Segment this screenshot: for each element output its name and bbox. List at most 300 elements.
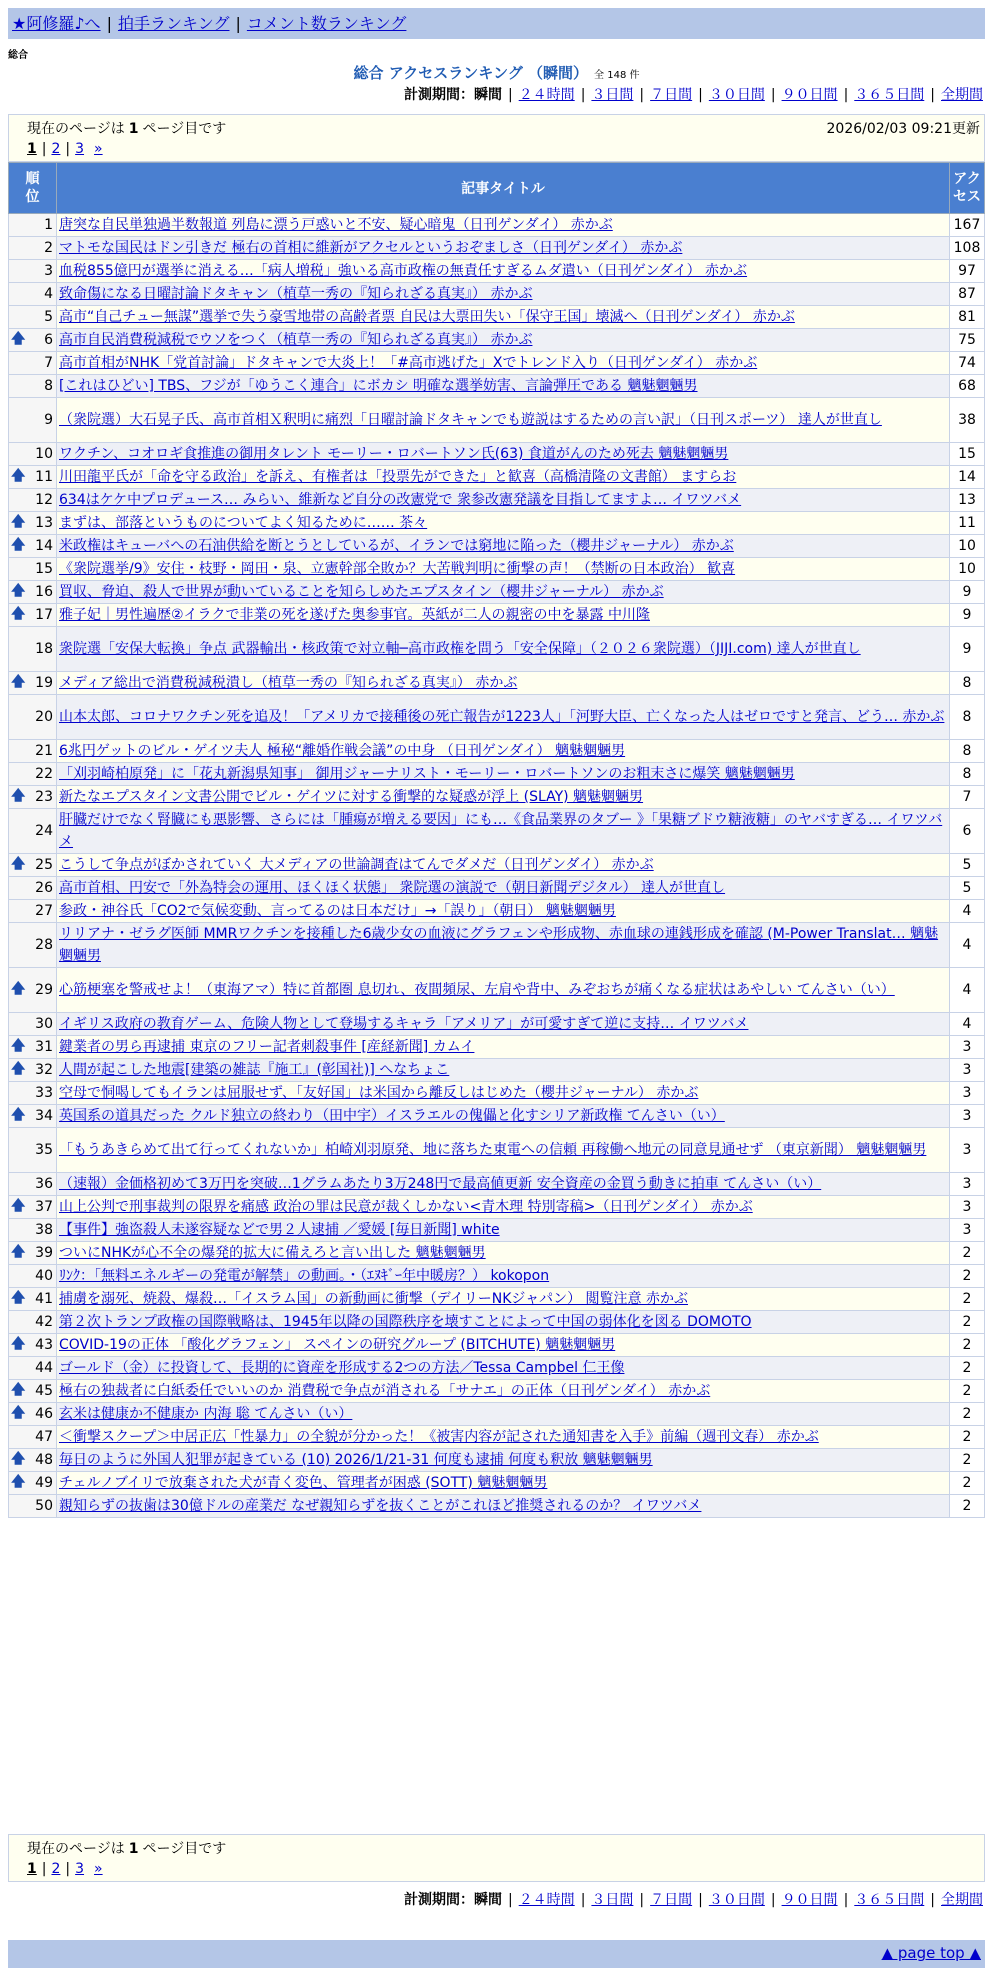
pager-current-page[interactable]: 1 bbox=[27, 1861, 37, 1877]
table-row bbox=[9, 1265, 985, 1288]
page-title bbox=[0, 62, 993, 83]
rank-cell bbox=[9, 1380, 57, 1403]
period-option-link[interactable]: ９０日間 bbox=[781, 87, 838, 103]
table-row bbox=[9, 260, 985, 283]
article-title-link[interactable]: 玄米は健康か不健康か 内海 聡 てんさい（い） bbox=[59, 1406, 353, 1422]
table-row bbox=[9, 877, 985, 900]
title-cell bbox=[57, 1036, 950, 1059]
title-cell bbox=[57, 1196, 950, 1219]
title-cell bbox=[57, 1128, 950, 1173]
period-separator: | bbox=[507, 1892, 513, 1908]
rank-number: 45 bbox=[35, 1383, 53, 1399]
rank-cell bbox=[9, 1242, 57, 1265]
period-option-link[interactable]: ３６５日間 bbox=[854, 1892, 925, 1908]
article-title-link[interactable]: 高市自民消費税減税でウソをつく（植草一秀の『知られざる真実』） 赤かぶ bbox=[59, 332, 533, 348]
page-info-box bbox=[8, 114, 985, 162]
nav-separator: | bbox=[106, 14, 112, 33]
breadcrumb: 総合 bbox=[8, 50, 28, 61]
rank-up-arrow-icon: 🡅 bbox=[11, 1244, 26, 1260]
access-count: 14 bbox=[950, 466, 985, 489]
article-title-link[interactable]: 鍵業者の男ら再逮捕 東京のフリー記者刺殺事件 [産経新聞] カムイ bbox=[59, 1039, 475, 1055]
article-title-link[interactable]: マトモな国民はドン引きだ 極右の首相に維新がアクセルというおぞましさ（日刊ゲンダイ） 赤かぶ bbox=[59, 240, 683, 256]
table-row bbox=[9, 214, 985, 237]
period-label: 計測期間： bbox=[403, 1892, 474, 1908]
period-separator: | bbox=[698, 87, 703, 103]
current-page-text bbox=[27, 1838, 226, 1858]
rank-up-arrow-icon: 🡅 bbox=[11, 1061, 26, 1077]
pager bbox=[27, 1861, 103, 1877]
rank-cell bbox=[9, 581, 57, 604]
period-separator: | bbox=[507, 87, 513, 103]
rank-cell bbox=[9, 763, 57, 786]
rank-cell bbox=[9, 283, 57, 306]
access-count: 81 bbox=[950, 306, 985, 329]
period-separator: | bbox=[698, 1892, 703, 1908]
table-row bbox=[9, 923, 985, 968]
rank-up-arrow-icon: 🡅 bbox=[11, 1107, 26, 1123]
period-separator: | bbox=[843, 87, 849, 103]
access-count: 108 bbox=[950, 237, 985, 260]
access-count: 4 bbox=[950, 968, 985, 1013]
pager-current-page[interactable]: 1 bbox=[27, 141, 37, 157]
article-title-link[interactable]: 634はケケ中プロデュース… みらい、維新など自分の改憲党で 衆参改憲発議を目指してますよ… イワツバメ bbox=[59, 492, 742, 508]
rank-number: 26 bbox=[35, 880, 53, 896]
period-separator: | bbox=[580, 1892, 586, 1908]
article-title-link[interactable]: 【事件】強盗殺人未遂容疑などで男２人逮捕 ／愛媛 [毎日新聞] white bbox=[59, 1222, 500, 1238]
access-count: 11 bbox=[950, 512, 985, 535]
title-cell bbox=[57, 398, 950, 443]
bottom-bar bbox=[8, 1940, 985, 1968]
article-title-link[interactable]: ワクチン、コオロギ食推進の御用タレント モーリー・ロバートソン氏(63) 食道がんのため死去 魑魅魍魎男 bbox=[59, 446, 729, 462]
access-count: 8 bbox=[950, 672, 985, 695]
table-row bbox=[9, 1059, 985, 1082]
rank-number: 46 bbox=[35, 1406, 53, 1422]
rank-number: 25 bbox=[35, 857, 53, 873]
article-title-link[interactable]: 心筋梗塞を警戒せよ！（東海アマ）特に首都圏 息切れ、夜間頻尿、左肩や背中、みぞおちが痛くなる症状はあやしい てんさい（い） bbox=[59, 982, 895, 998]
rank-number: 13 bbox=[35, 515, 53, 531]
article-title-link[interactable]: ＜衝撃スクープ＞中居正広「性暴力」の全貌が分かった！《被害内容が記された通知書を入手》前編（週刊文春） 赤かぶ bbox=[59, 1429, 819, 1445]
article-title-link[interactable]: 山上公判で刑事裁判の限界を痛感 政治の罪は民意が裁くしかない<青木理 特別寄稿>（日刊ゲンダイ） 赤かぶ bbox=[59, 1199, 753, 1215]
access-count: 2 bbox=[950, 1288, 985, 1311]
rank-cell bbox=[9, 604, 57, 627]
table-row bbox=[9, 786, 985, 809]
rank-number: 1 bbox=[44, 217, 53, 233]
rank-number: 9 bbox=[44, 412, 53, 428]
period-option-link[interactable]: ３日間 bbox=[591, 1892, 634, 1908]
article-title-link[interactable]: 英国系の道具だった クルド独立の終わり（田中宇）イスラエルの傀儡と化すシリア新政権 てんさい（い） bbox=[59, 1108, 725, 1124]
article-title-link[interactable]: 肝臓だけでなく腎臓にも悪影響、さらには「腫瘍が増える要因」にも…《食品業界のタブー 》「果糖ブドウ糖液糖」のヤバすぎる… イワツバメ bbox=[59, 812, 943, 850]
article-title-link[interactable]: 高市首相、円安で「外為特会の運用、ほくほく状態」 衆院選の演説で（朝日新聞デジタル） 達人が世直し bbox=[59, 880, 726, 896]
table-row bbox=[9, 306, 985, 329]
period-option-link[interactable]: ３０日間 bbox=[708, 1892, 765, 1908]
rank-number: 38 bbox=[35, 1222, 53, 1238]
period-separator: | bbox=[770, 87, 776, 103]
access-count: 87 bbox=[950, 283, 985, 306]
period-current: 瞬間 bbox=[473, 1892, 502, 1908]
article-title-link[interactable]: 人間が起こした地震[建築の雑誌『施工』(彰国社)] へなちょこ bbox=[59, 1062, 450, 1078]
article-title-link[interactable]: 唐突な自民単独過半数報道 列島に漂う戸惑いと不安、疑心暗鬼（日刊ゲンダイ） 赤かぶ bbox=[59, 217, 613, 233]
rank-cell bbox=[9, 489, 57, 512]
rank-up-arrow-icon: 🡅 bbox=[11, 674, 26, 690]
table-row bbox=[9, 968, 985, 1013]
title-cell bbox=[57, 581, 950, 604]
access-count: 3 bbox=[950, 1128, 985, 1173]
period-separator: | bbox=[843, 1892, 849, 1908]
access-count: 2 bbox=[950, 1380, 985, 1403]
pager-separator: | bbox=[65, 1861, 71, 1877]
pager-next-link[interactable]: » bbox=[94, 1861, 103, 1877]
access-count: 38 bbox=[950, 398, 985, 443]
top-nav-bar bbox=[8, 8, 985, 39]
title-cell bbox=[57, 1472, 950, 1495]
pager-page-link[interactable]: 3 bbox=[75, 141, 85, 157]
article-title-link[interactable]: 捕虜を溺死、焼殺、爆殺…「イスラム国」の新動画に衝撃（デイリーNKジャパン） 閲覧注意 赤かぶ bbox=[59, 1291, 689, 1307]
article-title-link[interactable]: 空母で恫喝してもイランは屈服せず、「友好国」は米国から離反しはじめた（櫻井ジャーナル） 赤かぶ bbox=[59, 1085, 699, 1101]
table-row bbox=[9, 489, 985, 512]
home-link[interactable]: ★阿修羅♪へ bbox=[12, 14, 101, 33]
access-count: 68 bbox=[950, 375, 985, 398]
ranking-table-body bbox=[9, 214, 985, 1518]
article-title-link[interactable]: ゴールド（金）に投資して、長期的に資産を形成する2つの方法／Tessa Campbel 仁王像 bbox=[59, 1360, 625, 1376]
access-count: 5 bbox=[950, 877, 985, 900]
rank-number: 43 bbox=[35, 1337, 53, 1353]
table-row bbox=[9, 604, 985, 627]
access-count: 8 bbox=[950, 763, 985, 786]
rank-number: 3 bbox=[44, 263, 53, 279]
pager-page-link[interactable]: 2 bbox=[51, 1861, 61, 1877]
rank-cell bbox=[9, 695, 57, 740]
article-title-link[interactable]: チェルノブイリで放棄された犬が青く変色、管理者が困惑 (SOTT) 魑魅魍魎男 bbox=[59, 1475, 548, 1491]
rank-up-arrow-icon: 🡅 bbox=[11, 1405, 26, 1421]
period-option-link[interactable]: ３０日間 bbox=[708, 87, 765, 103]
access-count: 2 bbox=[950, 1242, 985, 1265]
title-cell bbox=[57, 695, 950, 740]
clap-ranking-link[interactable]: 拍手ランキング bbox=[117, 14, 230, 33]
table-row bbox=[9, 1036, 985, 1059]
rank-cell bbox=[9, 1036, 57, 1059]
table-row bbox=[9, 1105, 985, 1128]
rank-cell bbox=[9, 329, 57, 352]
page-prefix: 現在のページは bbox=[27, 121, 125, 137]
rank-cell bbox=[9, 214, 57, 237]
rank-cell bbox=[9, 1357, 57, 1380]
rank-cell bbox=[9, 1013, 57, 1036]
rank-number: 6 bbox=[44, 332, 53, 348]
page-info-box-bottom bbox=[8, 1834, 985, 1882]
access-count: 3 bbox=[950, 1219, 985, 1242]
table-row bbox=[9, 1334, 985, 1357]
period-label: 計測期間： bbox=[403, 87, 474, 103]
period-current: 瞬間 bbox=[473, 87, 502, 103]
table-row bbox=[9, 535, 985, 558]
rank-cell bbox=[9, 1059, 57, 1082]
article-title-link[interactable]: ﾘﾝｸ：「無料エネルギーの発電が解禁」の動画。・（ｴﾇｷﾞｰ年中暖房？） kokopon bbox=[59, 1268, 550, 1284]
table-row bbox=[9, 672, 985, 695]
period-option-link[interactable]: ３６５日間 bbox=[854, 87, 925, 103]
pager-page-link[interactable]: 3 bbox=[75, 1861, 85, 1877]
rank-cell bbox=[9, 237, 57, 260]
rank-up-arrow-icon: 🡅 bbox=[11, 856, 26, 872]
pager-separator: | bbox=[41, 1861, 47, 1877]
title-cell bbox=[57, 306, 950, 329]
period-option-link[interactable]: ３日間 bbox=[591, 87, 634, 103]
title-cell bbox=[57, 512, 950, 535]
article-title-link[interactable]: 山本太郎、コロナワクチン死を追及！「アメリカで接種後の死亡報告が1223人」「河野大臣、亡くなった人はゼロですと発言、どう… 赤かぶ bbox=[59, 709, 945, 725]
rank-number: 31 bbox=[35, 1039, 53, 1055]
period-separator: | bbox=[580, 87, 586, 103]
article-title-link[interactable]: [これはひどい] TBS、フジが「ゆうこく連合」にボカシ 明確な選挙妨害、言論弾圧である 魑魅魍魎男 bbox=[59, 378, 698, 394]
rank-up-arrow-icon: 🡅 bbox=[11, 1290, 26, 1306]
rank-cell bbox=[9, 809, 57, 854]
access-count: 2 bbox=[950, 1334, 985, 1357]
access-count: 9 bbox=[950, 581, 985, 604]
article-title-link[interactable]: 参政・神谷氏「CO2で気候変動、言ってるのは日本だけ」→「誤り」（朝日） 魑魅魍魎男 bbox=[59, 903, 616, 919]
access-count: 4 bbox=[950, 1013, 985, 1036]
access-count: 2 bbox=[950, 1403, 985, 1426]
rank-cell bbox=[9, 1449, 57, 1472]
period-option-link[interactable]: ２４時間 bbox=[518, 87, 575, 103]
article-title-link[interactable]: （衆院選）大石晃子氏、高市首相Ｘ釈明に痛烈「日曜討論ドタキャンでも遊説はするための言い訳」（日刊スポーツ） 達人が世直し bbox=[59, 412, 882, 428]
table-row bbox=[9, 1357, 985, 1380]
access-count: 13 bbox=[950, 489, 985, 512]
access-count: 75 bbox=[950, 329, 985, 352]
rank-number: 35 bbox=[35, 1142, 53, 1158]
table-row bbox=[9, 398, 985, 443]
article-title-link[interactable]: こうして争点がぼかされていく 大メディアの世論調査はてんでダメだ（日刊ゲンダイ） 赤かぶ bbox=[59, 857, 654, 873]
title-cell bbox=[57, 1311, 950, 1334]
title-cell bbox=[57, 260, 950, 283]
rank-up-arrow-icon: 🡅 bbox=[11, 1336, 26, 1352]
article-title-link[interactable]: 「もうあきらめて出て行ってくれないか」柏崎刈羽原発、地に落ちた東電への信頼 再稼働へ地元の同意見通せず （東京新聞） 魑魅魍魎男 bbox=[59, 1142, 927, 1158]
period-separator: | bbox=[930, 1892, 935, 1908]
article-title-link[interactable]: COVID-19の正体 「酸化グラフェン」 スペインの研究グループ (BITCHUTE) 魑魅魍魎男 bbox=[59, 1337, 616, 1353]
title-cell bbox=[57, 854, 950, 877]
table-row bbox=[9, 1288, 985, 1311]
rank-number: 30 bbox=[35, 1016, 53, 1032]
period-selector bbox=[404, 84, 983, 104]
article-title-link[interactable]: 血税855億円が選挙に消える…「病人増税」強いる高市政権の無責任すぎるムダ遣い（日刊ゲンダイ） 赤かぶ bbox=[59, 263, 748, 279]
period-option-link[interactable]: ７日間 bbox=[650, 87, 693, 103]
table-row bbox=[9, 695, 985, 740]
table-row bbox=[9, 763, 985, 786]
rank-up-arrow-icon: 🡅 bbox=[11, 331, 26, 347]
rank-up-arrow-icon: 🡅 bbox=[11, 1474, 26, 1490]
article-title-link[interactable]: イギリス政府の教育ゲーム、危険人物として登場するキャラ「アメリア」が可愛すぎて逆に支持… イワツバメ bbox=[59, 1016, 749, 1032]
page-prefix: 現在のページは bbox=[27, 1841, 125, 1857]
table-row bbox=[9, 900, 985, 923]
article-title-link[interactable]: 衆院選「安保大転換」争点 武器輸出・核政策で対立軸─高市政権を問う「安全保障」（２０２６衆院選）（JIJI.com) 達人が世直し bbox=[59, 641, 861, 657]
title-cell bbox=[57, 672, 950, 695]
period-option-link[interactable]: ７日間 bbox=[650, 1892, 693, 1908]
rank-number: 48 bbox=[35, 1452, 53, 1468]
table-header-row bbox=[9, 163, 985, 214]
rank-up-arrow-icon: 🡅 bbox=[11, 468, 26, 484]
article-title-link[interactable]: 新たなエプスタイン文書公開でビル・ゲイツに対する衝撃的な疑惑が浮上 (SLAY) 魑魅魍魎男 bbox=[59, 789, 644, 805]
page-suffix: ページ目です bbox=[142, 121, 227, 137]
rank-cell bbox=[9, 558, 57, 581]
rank-cell bbox=[9, 352, 57, 375]
access-count: 10 bbox=[950, 535, 985, 558]
rank-cell bbox=[9, 1219, 57, 1242]
access-count: 3 bbox=[950, 1173, 985, 1196]
rank-number: 21 bbox=[35, 743, 53, 759]
article-title-link[interactable]: 毎日のように外国人犯罪が起きている (10) 2026/1/21-31 何度も逮捕 何度も釈放 魑魅魍魎男 bbox=[59, 1452, 653, 1468]
title-cell bbox=[57, 1334, 950, 1357]
rank-number: 36 bbox=[35, 1176, 53, 1192]
rank-cell bbox=[9, 1426, 57, 1449]
rank-number: 32 bbox=[35, 1062, 53, 1078]
title-cell bbox=[57, 1219, 950, 1242]
rank-number: 7 bbox=[44, 355, 53, 371]
table-row bbox=[9, 329, 985, 352]
rank-number: 16 bbox=[35, 584, 53, 600]
rank-cell bbox=[9, 627, 57, 672]
rank-cell bbox=[9, 854, 57, 877]
rank-number: 40 bbox=[35, 1268, 53, 1284]
article-title-link[interactable]: 《衆院選挙/9》安住・枝野・岡田・泉、立憲幹部全敗か？大苦戦判明に衝撃の声！（禁断の日本政治） 歓喜 bbox=[59, 561, 736, 577]
title-cell bbox=[57, 1265, 950, 1288]
rank-cell bbox=[9, 1334, 57, 1357]
article-title-link[interactable]: まずは、部落というものについてよく知るために…… 茶々 bbox=[59, 515, 428, 531]
rank-up-arrow-icon: 🡅 bbox=[11, 1382, 26, 1398]
title-cell bbox=[57, 786, 950, 809]
rank-cell bbox=[9, 1082, 57, 1105]
period-option-link[interactable]: 全期間 bbox=[941, 87, 983, 103]
access-count: 97 bbox=[950, 260, 985, 283]
period-separator: | bbox=[770, 1892, 776, 1908]
period-separator: | bbox=[930, 87, 935, 103]
rank-number: 41 bbox=[35, 1291, 53, 1307]
rank-cell bbox=[9, 877, 57, 900]
table-row bbox=[9, 1472, 985, 1495]
access-count: 5 bbox=[950, 854, 985, 877]
access-count: 2 bbox=[950, 1426, 985, 1449]
rank-number: 11 bbox=[35, 469, 53, 485]
rank-number: 5 bbox=[44, 309, 53, 325]
title-cell bbox=[57, 809, 950, 854]
article-title-link[interactable]: リリアナ・ゼラグ医師 MMRワクチンを接種した6歳少女の血液にグラフェンや形成物、赤血球の連銭形成を確認 (M-Power Translat… 魑魅魍魎男 bbox=[59, 926, 939, 964]
article-title-link[interactable]: 高市首相がNHK「党首討論」ドタキャンで大炎上！「#高市逃げた」Xでトレンド入り（日刊ゲンダイ） 赤かぶ bbox=[59, 355, 758, 371]
access-count: 3 bbox=[950, 1059, 985, 1082]
table-row bbox=[9, 443, 985, 466]
title-cell bbox=[57, 1380, 950, 1403]
article-title-link[interactable]: ついにNHKが心不全の爆発的拡大に備えろと言い出した 魑魅魍魎男 bbox=[59, 1245, 486, 1261]
title-cell bbox=[57, 443, 950, 466]
rank-number: 47 bbox=[35, 1429, 53, 1445]
article-title-link[interactable]: メディア総出で消費税減税潰し（植草一秀の『知られざる真実』） 赤かぶ bbox=[59, 675, 518, 691]
table-row bbox=[9, 558, 985, 581]
rank-up-arrow-icon: 🡅 bbox=[11, 981, 26, 997]
page-top-link[interactable]: ▲ page top ▲ bbox=[881, 1944, 981, 1962]
title-cell bbox=[57, 489, 950, 512]
title-cell bbox=[57, 329, 950, 352]
rank-cell bbox=[9, 535, 57, 558]
table-row bbox=[9, 809, 985, 854]
article-title-link[interactable]: 川田龍平氏が「命を守る政治」を訴え、有権者は「投票先ができた」と歓喜（高橋清隆の文書館） ますらお bbox=[59, 469, 737, 485]
access-count: 4 bbox=[950, 923, 985, 968]
access-count: 2 bbox=[950, 1311, 985, 1334]
article-title-link[interactable]: 雅子妃｜男性遍歴②イラクで非業の死を遂げた奥参事官。英紙が二人の親密の中を暴露 中川隆 bbox=[59, 607, 650, 623]
article-title-link[interactable]: 買収、脅迫、殺人で世界が動いていることを知らしめたエプスタイン（櫻井ジャーナル） 赤かぶ bbox=[59, 584, 664, 600]
ranking-table bbox=[8, 162, 985, 1518]
rank-up-arrow-icon: 🡅 bbox=[11, 606, 26, 622]
title-cell bbox=[57, 1105, 950, 1128]
article-title-link[interactable]: 親知らずの抜歯は30億ドルの産業だ なぜ親知らずを抜くことがこれほど推奨されるのか？ イワツバメ bbox=[59, 1498, 702, 1514]
article-title-link[interactable]: 米政権はキューバへの石油供給を断とうとしているが、イランでは窮地に陥った（櫻井ジャーナル） 赤かぶ bbox=[59, 538, 734, 554]
table-row bbox=[9, 1196, 985, 1219]
title-cell bbox=[57, 283, 950, 306]
rank-number: 39 bbox=[35, 1245, 53, 1261]
table-row bbox=[9, 1082, 985, 1105]
rank-number: 22 bbox=[35, 766, 53, 782]
access-count: 2 bbox=[950, 1472, 985, 1495]
title-cell bbox=[57, 352, 950, 375]
table-row bbox=[9, 237, 985, 260]
article-title-link[interactable]: 第２次トランプ政権の国際戦略は、1945年以降の国際秩序を壊すことによって中国の弱体化を図る DOMOTO bbox=[59, 1314, 752, 1330]
rank-number: 14 bbox=[35, 538, 53, 554]
table-row bbox=[9, 1173, 985, 1196]
table-row bbox=[9, 1242, 985, 1265]
rank-number: 44 bbox=[35, 1360, 53, 1376]
pager-next-link[interactable]: » bbox=[94, 141, 103, 157]
rank-column-header bbox=[9, 163, 57, 214]
title-cell bbox=[57, 1449, 950, 1472]
rank-up-arrow-icon: 🡅 bbox=[11, 788, 26, 804]
rank-header-label: 順位 bbox=[25, 171, 40, 205]
rank-cell bbox=[9, 1472, 57, 1495]
title-cell bbox=[57, 1357, 950, 1380]
rank-number: 2 bbox=[44, 240, 53, 256]
article-title-link[interactable]: 6兆円ゲットのビル・ゲイツ夫人 極秘“離婚作戦会議”の中身 （日刊ゲンダイ） 魑魅魍魎男 bbox=[59, 743, 626, 759]
rank-cell bbox=[9, 398, 57, 443]
title-cell bbox=[57, 1403, 950, 1426]
period-option-link[interactable]: 全期間 bbox=[941, 1892, 983, 1908]
article-title-link[interactable]: 高市“自己チュー無謀”選挙で失う豪雪地帯の高齢者票 自民は大票田失い「保守王国」壊滅へ（日刊ゲンダイ） 赤かぶ bbox=[59, 309, 795, 325]
article-title-link[interactable]: 致命傷になる日曜討論ドタキャン（植草一秀の『知られざる真実』） 赤かぶ bbox=[59, 286, 533, 302]
rank-number: 15 bbox=[35, 561, 53, 577]
rank-cell bbox=[9, 1403, 57, 1426]
rank-number: 42 bbox=[35, 1314, 53, 1330]
rank-cell bbox=[9, 375, 57, 398]
title-cell bbox=[57, 214, 950, 237]
table-row bbox=[9, 1219, 985, 1242]
pager-page-link[interactable]: 2 bbox=[51, 141, 61, 157]
access-count: 3 bbox=[950, 1036, 985, 1059]
access-count: 4 bbox=[950, 900, 985, 923]
period-option-link[interactable]: ２４時間 bbox=[518, 1892, 575, 1908]
access-count: 6 bbox=[950, 809, 985, 854]
rank-cell bbox=[9, 968, 57, 1013]
rank-number: 24 bbox=[35, 823, 53, 839]
comment-ranking-link[interactable]: コメント数ランキング bbox=[246, 14, 407, 33]
period-option-link[interactable]: ９０日間 bbox=[781, 1892, 838, 1908]
title-cell bbox=[57, 627, 950, 672]
title-cell bbox=[57, 1495, 950, 1518]
access-header-label: アクセス bbox=[953, 171, 981, 205]
table-row bbox=[9, 512, 985, 535]
rank-number: 49 bbox=[35, 1475, 53, 1491]
rank-number: 4 bbox=[44, 286, 53, 302]
title-cell bbox=[57, 1013, 950, 1036]
article-title-link[interactable]: 「刈羽崎柏原発」に「花丸新潟県知事」 御用ジャーナリスト・モーリー・ロバートソンのお粗末さに爆笑 魑魅魍魎男 bbox=[59, 766, 795, 782]
rank-up-arrow-icon: 🡅 bbox=[11, 537, 26, 553]
table-row bbox=[9, 581, 985, 604]
rank-number: 20 bbox=[35, 709, 53, 725]
article-title-link[interactable]: （速報）金価格初めて3万円を突破…1グラムあたり3万248円で最高値更新 安全資産の金買う動きに拍車 てんさい（い） bbox=[59, 1176, 822, 1192]
period-separator: | bbox=[639, 1892, 645, 1908]
article-title-link[interactable]: 極右の独裁者に白紙委任でいいのか 消費税で争点が消される「サナエ」の正体（日刊ゲンダイ） 赤かぶ bbox=[59, 1383, 711, 1399]
table-row bbox=[9, 466, 985, 489]
